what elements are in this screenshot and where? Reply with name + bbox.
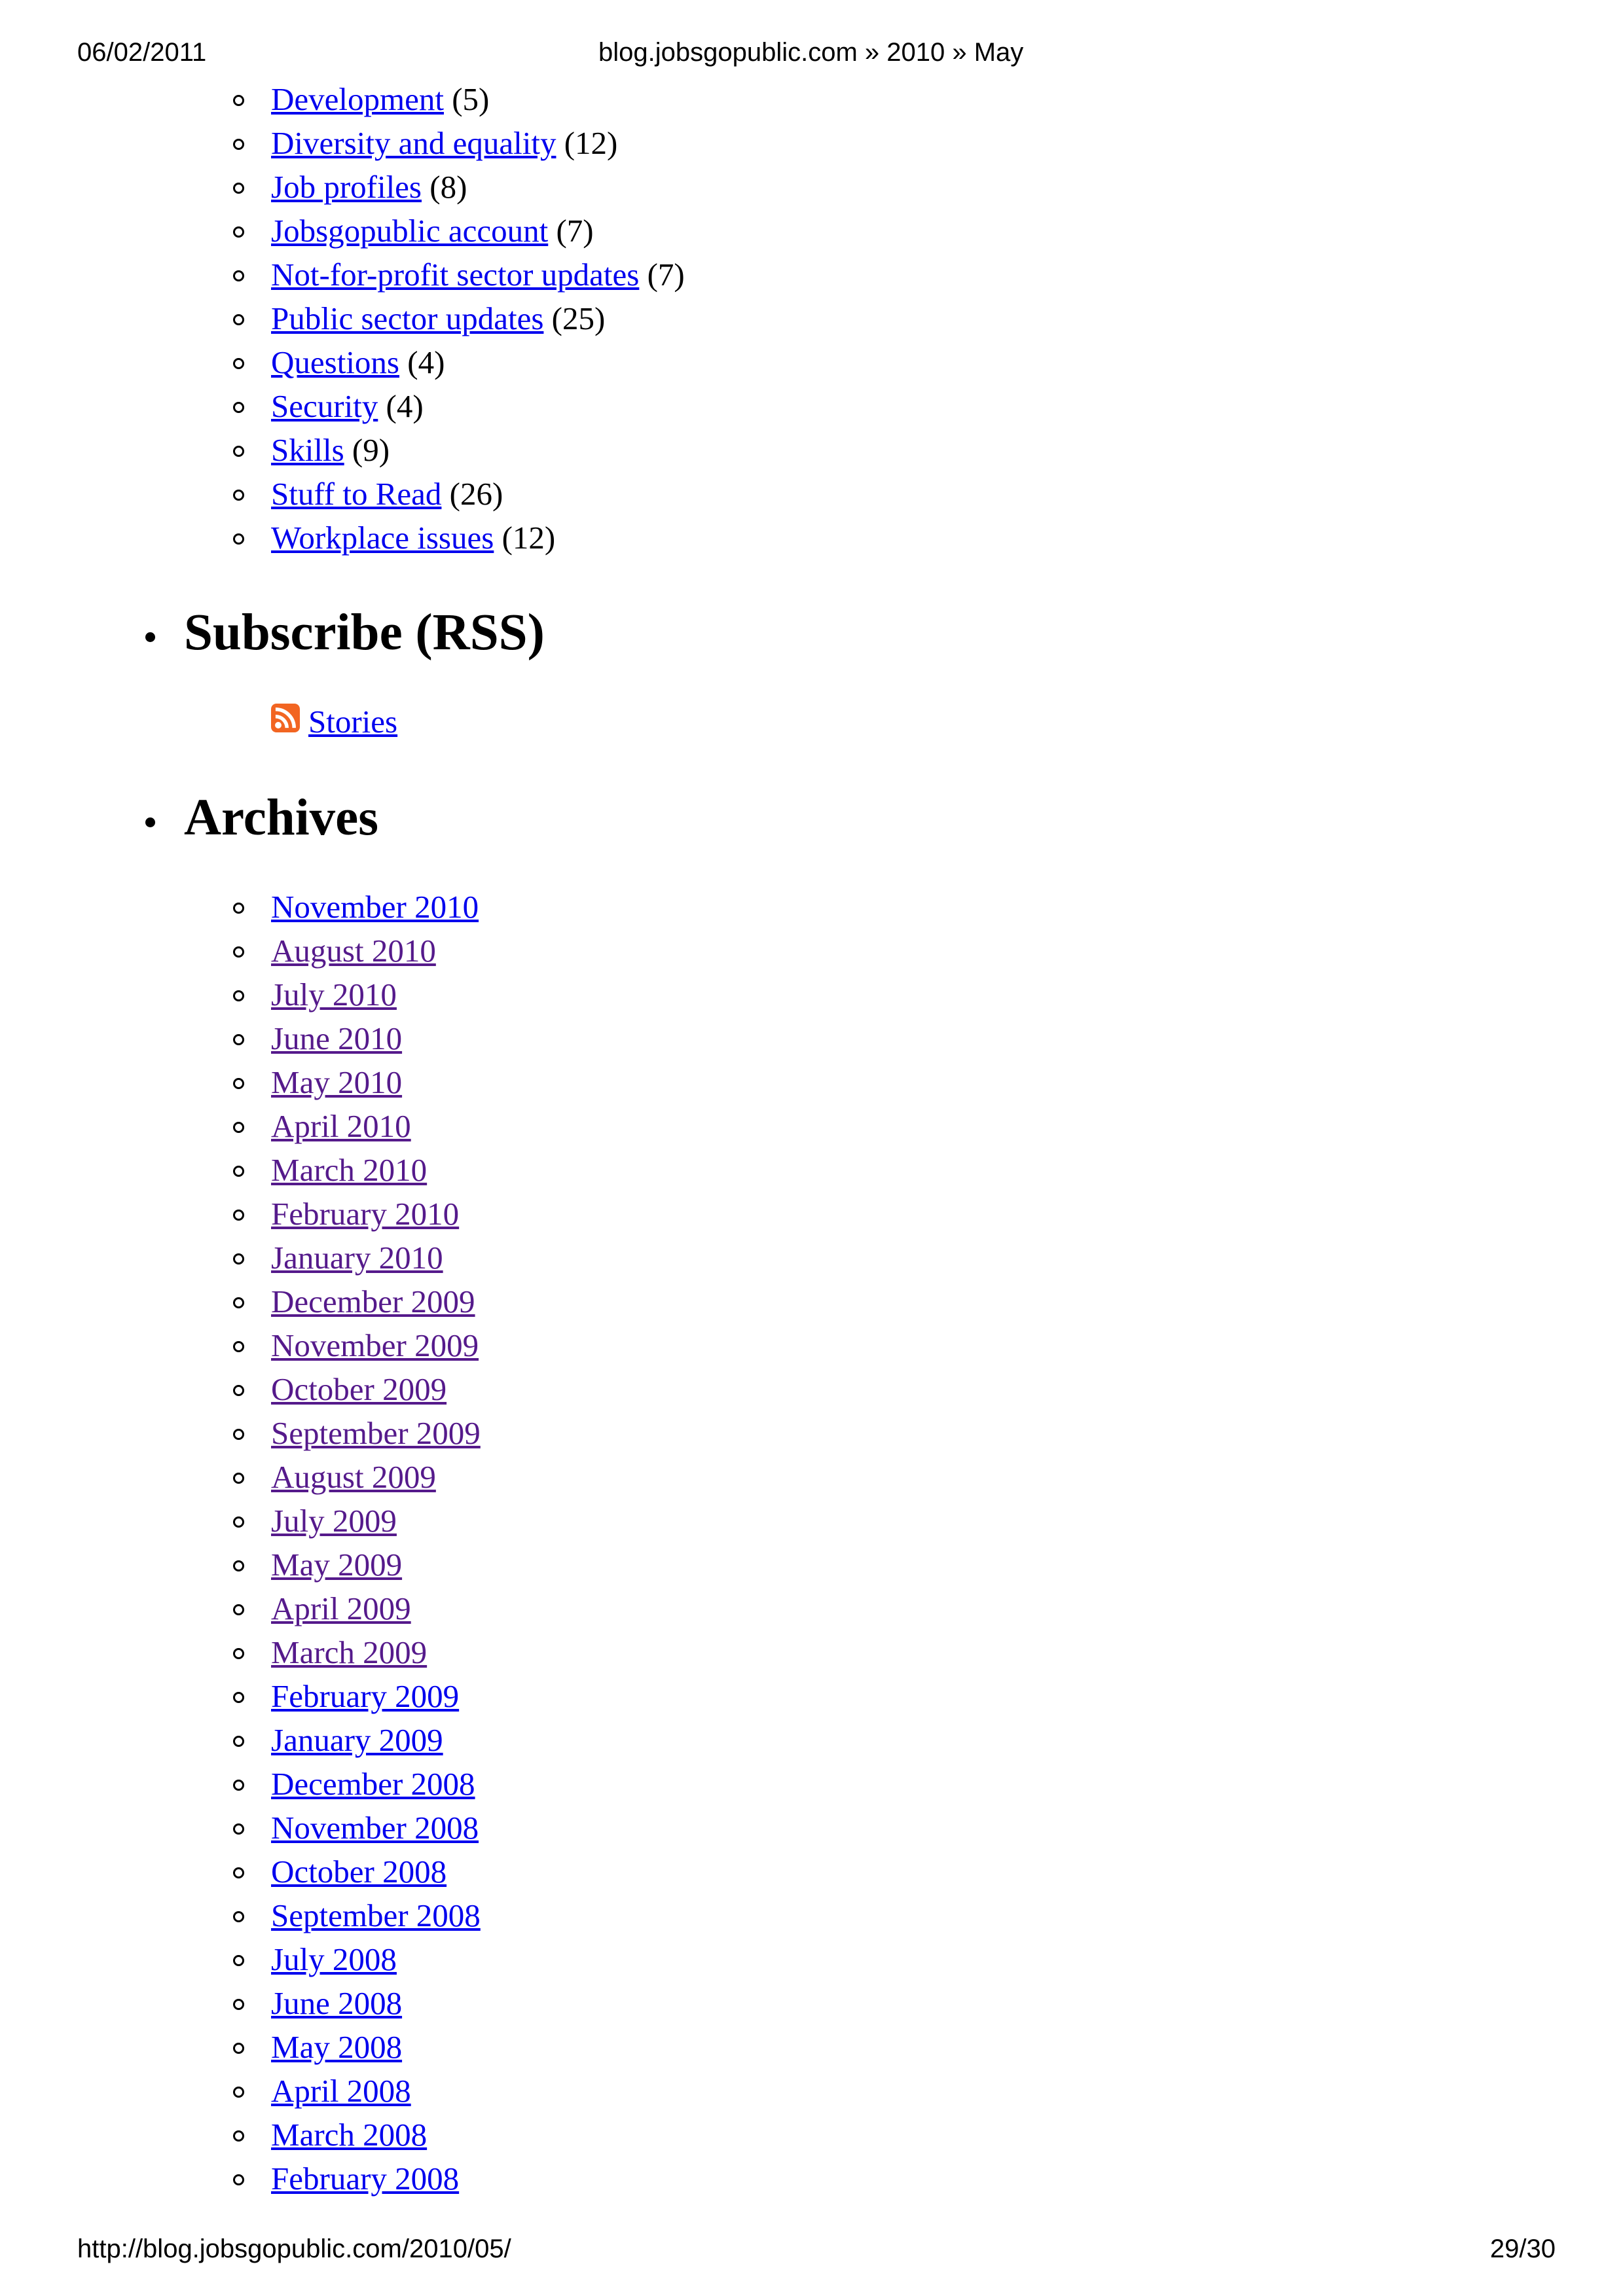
category-link-workplace-issues[interactable]: Workplace issues	[271, 520, 494, 556]
archive-link[interactable]: June 2008	[271, 1985, 403, 2021]
category-count: (8)	[429, 169, 467, 205]
circle-bullet-icon	[233, 139, 244, 150]
print-footer-url: http://blog.jobsgopublic.com/2010/05/	[77, 2234, 511, 2263]
archive-link[interactable]: June 2010	[271, 1020, 403, 1056]
circle-bullet-icon	[233, 1604, 244, 1615]
archive-item	[0, 885, 481, 929]
category-count: (4)	[386, 388, 424, 424]
archive-link[interactable]: March 2009	[271, 1634, 428, 1670]
circle-bullet-icon	[233, 183, 244, 194]
archive-item	[0, 1981, 481, 2025]
archive-item	[0, 1630, 481, 1674]
circle-bullet-icon	[233, 2087, 244, 2098]
archive-item	[0, 1104, 481, 1148]
archive-item	[0, 1148, 481, 1192]
archive-link[interactable]: January 2009	[271, 1722, 443, 1758]
category-link-development[interactable]: Development	[271, 81, 444, 117]
circle-bullet-icon	[233, 1999, 244, 2010]
archives-list	[0, 885, 481, 2200]
print-date: 06/02/2011	[77, 38, 207, 67]
circle-bullet-icon	[233, 1034, 244, 1045]
category-link-security[interactable]: Security	[271, 388, 378, 424]
archive-link[interactable]: April 2010	[271, 1108, 411, 1144]
category-item-stuff-to-read	[0, 472, 685, 516]
category-count: (12)	[501, 520, 556, 556]
archive-link[interactable]: February 2009	[271, 1678, 460, 1714]
category-link-job-profiles[interactable]: Job profiles	[271, 169, 422, 205]
circle-bullet-icon	[233, 226, 244, 238]
category-link-stuff-to-read[interactable]: Stuff to Read	[271, 476, 442, 512]
archive-item	[0, 929, 481, 973]
circle-bullet-icon	[233, 1560, 244, 1571]
category-link-skills[interactable]: Skills	[271, 432, 344, 468]
archive-item	[0, 973, 481, 1016]
category-item-development	[0, 77, 685, 121]
circle-bullet-icon	[233, 95, 244, 106]
disc-bullet-icon	[145, 817, 155, 827]
print-page-number: 29/30	[1489, 2234, 1556, 2263]
archive-link[interactable]: September 2008	[271, 1897, 481, 1933]
circle-bullet-icon	[233, 1122, 244, 1133]
archive-item	[0, 2069, 481, 2113]
archives-heading: Archives	[184, 789, 378, 846]
circle-bullet-icon	[233, 1736, 244, 1747]
circle-bullet-icon	[233, 2174, 244, 2185]
category-link-public-sector-updates[interactable]: Public sector updates	[271, 300, 544, 336]
circle-bullet-icon	[233, 270, 244, 281]
category-count: (7)	[647, 257, 685, 293]
archive-link[interactable]: March 2010	[271, 1152, 428, 1188]
archive-item	[0, 1806, 481, 1850]
archive-link[interactable]: August 2010	[271, 933, 436, 969]
archive-link[interactable]: May 2009	[271, 1547, 403, 1583]
category-item-not-for-profit-sector-updates	[0, 253, 685, 296]
circle-bullet-icon	[233, 1078, 244, 1089]
circle-bullet-icon	[233, 2043, 244, 2054]
circle-bullet-icon	[233, 314, 244, 325]
category-count: (7)	[556, 213, 594, 249]
archive-link[interactable]: October 2009	[271, 1371, 447, 1407]
category-item-jobsgopublic-account	[0, 209, 685, 253]
print-page-title: blog.jobsgopublic.com » 2010 » May	[598, 38, 1024, 67]
circle-bullet-icon	[233, 1911, 244, 1922]
category-item-diversity-and-equality	[0, 121, 685, 165]
archive-link[interactable]: July 2010	[271, 977, 397, 1013]
circle-bullet-icon	[233, 1341, 244, 1352]
disc-bullet-icon	[145, 632, 155, 642]
circle-bullet-icon	[233, 1867, 244, 1878]
rss-feed-icon	[271, 704, 300, 732]
archive-link[interactable]: April 2009	[271, 1590, 411, 1626]
circle-bullet-icon	[233, 1210, 244, 1221]
archive-link[interactable]: September 2009	[271, 1415, 481, 1451]
archive-item	[0, 1411, 481, 1455]
circle-bullet-icon	[233, 1692, 244, 1703]
archive-item	[0, 1192, 481, 1236]
circle-bullet-icon	[233, 490, 244, 501]
archive-link[interactable]: April 2008	[271, 2073, 411, 2109]
archive-link[interactable]: February 2010	[271, 1196, 460, 1232]
circle-bullet-icon	[233, 1297, 244, 1308]
archive-item	[0, 1455, 481, 1499]
archive-link[interactable]: February 2008	[271, 2161, 460, 2197]
archive-item	[0, 1587, 481, 1630]
archive-link[interactable]: January 2010	[271, 1240, 443, 1276]
archive-item	[0, 1762, 481, 1806]
archive-link[interactable]: August 2009	[271, 1459, 436, 1495]
category-link-jobsgopublic-account[interactable]: Jobsgopublic account	[271, 213, 549, 249]
circle-bullet-icon	[233, 1780, 244, 1791]
circle-bullet-icon	[233, 990, 244, 1001]
archive-item	[0, 1937, 481, 1981]
archive-link[interactable]: March 2008	[271, 2117, 428, 2153]
circle-bullet-icon	[233, 1823, 244, 1835]
archive-link[interactable]: May 2008	[271, 2029, 403, 2065]
circle-bullet-icon	[233, 946, 244, 958]
category-item-job-profiles	[0, 165, 685, 209]
category-count: (9)	[352, 432, 390, 468]
circle-bullet-icon	[233, 446, 244, 457]
archive-item	[0, 1367, 481, 1411]
archive-item	[0, 1850, 481, 1893]
category-count: (25)	[551, 300, 606, 336]
category-count: (12)	[564, 125, 618, 161]
circle-bullet-icon	[233, 1516, 244, 1528]
circle-bullet-icon	[233, 402, 244, 413]
circle-bullet-icon	[233, 903, 244, 914]
category-item-security	[0, 384, 685, 428]
category-item-workplace-issues	[0, 516, 685, 560]
category-link-diversity-and-equality[interactable]: Diversity and equality	[271, 125, 556, 161]
archive-item	[0, 1674, 481, 1718]
archive-item	[0, 1016, 481, 1060]
archive-item	[0, 1893, 481, 1937]
category-count: (4)	[407, 344, 445, 380]
archive-item	[0, 1323, 481, 1367]
circle-bullet-icon	[233, 1955, 244, 1966]
archive-item	[0, 2157, 481, 2200]
circle-bullet-icon	[233, 1429, 244, 1440]
circle-bullet-icon	[233, 1648, 244, 1659]
archive-link[interactable]: November 2009	[271, 1327, 479, 1363]
archive-link[interactable]: May 2010	[271, 1064, 403, 1100]
circle-bullet-icon	[233, 358, 244, 369]
circle-bullet-icon	[233, 1473, 244, 1484]
archive-item	[0, 1543, 481, 1587]
archive-item	[0, 1236, 481, 1280]
archive-link[interactable]: November 2008	[271, 1810, 479, 1846]
category-list	[0, 77, 685, 560]
archive-item	[0, 1718, 481, 1762]
archive-item	[0, 2113, 481, 2157]
archive-link[interactable]: November 2010	[271, 889, 479, 925]
archive-link[interactable]: December 2008	[271, 1766, 475, 1802]
circle-bullet-icon	[233, 1385, 244, 1396]
circle-bullet-icon	[233, 533, 244, 545]
category-count: (26)	[449, 476, 503, 512]
archive-item	[0, 1060, 481, 1104]
category-item-public-sector-updates	[0, 296, 685, 340]
circle-bullet-icon	[233, 2130, 244, 2142]
rss-stories-link[interactable]: Stories	[308, 704, 398, 740]
category-count: (5)	[452, 81, 490, 117]
category-item-questions	[0, 340, 685, 384]
archive-link[interactable]: December 2009	[271, 1283, 475, 1319]
subscribe-heading: Subscribe (RSS)	[184, 604, 545, 661]
circle-bullet-icon	[233, 1253, 244, 1265]
circle-bullet-icon	[233, 1166, 244, 1177]
archive-link[interactable]: October 2008	[271, 1854, 447, 1890]
category-link-not-for-profit-sector-updates[interactable]: Not-for-profit sector updates	[271, 257, 640, 293]
archive-item	[0, 1280, 481, 1323]
archive-link[interactable]: July 2008	[271, 1941, 397, 1977]
archive-item	[0, 2025, 481, 2069]
category-link-questions[interactable]: Questions	[271, 344, 399, 380]
category-item-skills	[0, 428, 685, 472]
archive-link[interactable]: July 2009	[271, 1503, 397, 1539]
archive-item	[0, 1499, 481, 1543]
